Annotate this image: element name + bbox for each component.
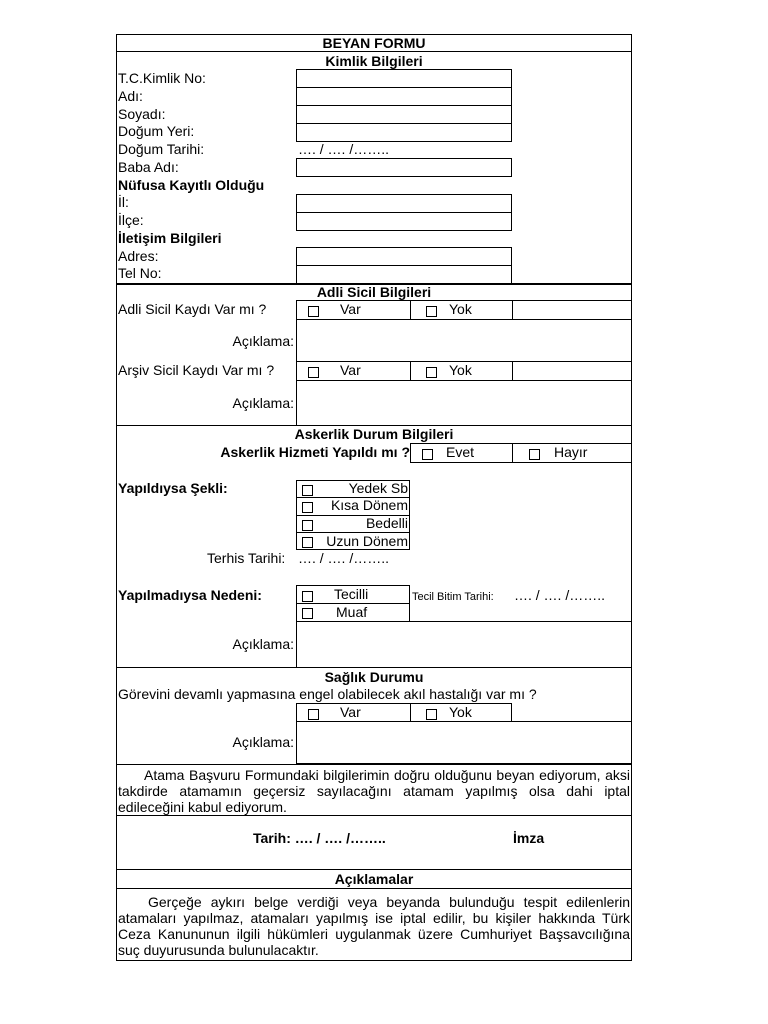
address-label: Adres: (118, 248, 159, 264)
divider (116, 667, 632, 668)
birthplace-field[interactable] (296, 123, 512, 142)
address-field[interactable] (296, 247, 512, 266)
military-note-field[interactable] (296, 621, 632, 668)
divider (410, 300, 411, 320)
option-label: Muaf (336, 604, 368, 620)
district-field[interactable] (296, 212, 512, 231)
archive-yes-label: Var (340, 362, 361, 378)
discharge-label: Terhis Tarihi: (207, 550, 286, 566)
birthdate-label: Doğum Tarihi: (118, 141, 205, 157)
surname-label: Soyadı: (118, 106, 166, 122)
province-field[interactable] (296, 194, 512, 213)
deferment-end-date[interactable]: …. / …. /…….. (514, 587, 606, 603)
divider (116, 764, 632, 765)
criminal-question: Adli Sicil Kaydı Var mı ? (118, 301, 267, 317)
phone-field[interactable] (296, 265, 512, 284)
health-no-label: Yok (449, 704, 472, 720)
birthdate-field[interactable]: …. / …. /…….. (298, 141, 390, 157)
criminal-no-checkbox[interactable] (426, 306, 437, 317)
district-label: İlçe: (118, 212, 144, 228)
explanations-heading: Açıklamalar (334, 871, 414, 887)
health-heading: Sağlık Durumu (324, 669, 424, 685)
military-yes-label: Evet (446, 444, 475, 460)
criminal-note-label: Açıklama: (232, 333, 294, 349)
name-label: Adı: (118, 88, 143, 104)
option-checkbox[interactable] (302, 591, 313, 602)
tc-label: T.C.Kimlik No: (118, 70, 206, 86)
archive-no-label: Yok (449, 362, 472, 378)
discharge-date[interactable]: …. / …. /…….. (298, 550, 390, 566)
military-question: Askerlik Hizmeti Yapıldı mı ? (220, 444, 410, 460)
province-label: İl: (118, 194, 129, 210)
criminal-yes-label: Var (340, 301, 361, 317)
registry-heading: Nüfusa Kayıtlı Olduğu (118, 177, 265, 193)
declaration-text: Atama Başvuru Formundaki bilgilerimin doğru olduğunu beyan ediyorum, aksi takdirde atamamın geçersiz sayılacağını atamam yapılmış olsa dahi iptal edileceğini kabul ediyorum. (118, 767, 630, 815)
option-label: Bedelli (365, 515, 408, 531)
military-no-label: Hayır (554, 444, 588, 460)
explanations-text: Gerçeğe aykırı belge verdiği veya beyanda bulunduğu tespit edilenlerin atamaları yapılmaz, atamaları yapılmış ise iptal edilir, bu kişiler hakkında Türk Ceza Kanununun ilgili hükümleri uygulanmak üzere Cumhuriyet Başsavcılığına suç duyurusunda bulunulacaktır. (118, 894, 630, 958)
notdone-label: Yapılmadıysa Nedeni: (118, 587, 262, 603)
health-note-label: Açıklama: (232, 734, 294, 750)
deferment-end-label: Tecil Bitim Tarihi: (412, 591, 494, 603)
form-title: BEYAN FORMU (322, 35, 426, 51)
surname-field[interactable] (296, 105, 512, 124)
option-label: Tecilli (334, 586, 369, 602)
divider (410, 361, 411, 381)
military-note-label: Açıklama: (232, 636, 294, 652)
health-yes-label: Var (340, 704, 361, 720)
military-heading: Askerlik Durum Bilgileri (294, 426, 454, 442)
father-label: Baba Adı: (118, 159, 179, 175)
criminal-no-label: Yok (449, 301, 472, 317)
criminal-note-field[interactable] (296, 319, 632, 362)
health-note-field[interactable] (296, 721, 632, 764)
identity-heading: Kimlik Bilgileri (325, 53, 423, 69)
divider (116, 869, 632, 870)
criminal-yes-checkbox[interactable] (308, 306, 319, 317)
tc-field[interactable] (296, 69, 512, 88)
option-checkbox[interactable] (302, 608, 313, 619)
archive-note-label: Açıklama: (232, 395, 294, 411)
divider (512, 443, 513, 463)
divider (116, 815, 632, 816)
option-label: Uzun Dönem (326, 533, 408, 549)
option-label: Kısa Dönem (330, 497, 408, 513)
option-label: Yedek Sb (348, 480, 408, 496)
military-yes-checkbox[interactable] (422, 449, 433, 460)
father-field[interactable] (296, 158, 512, 177)
criminal-heading: Adli Sicil Bilgileri (316, 284, 432, 300)
divider (512, 361, 513, 381)
health-yes-checkbox[interactable] (308, 709, 319, 720)
military-no-checkbox[interactable] (529, 449, 540, 460)
divider (512, 300, 513, 320)
health-no-checkbox[interactable] (426, 709, 437, 720)
date-label[interactable]: Tarih: …. / …. /…….. (253, 830, 386, 846)
divider (116, 51, 632, 52)
health-options-row (296, 703, 512, 722)
birthplace-label: Doğum Yeri: (118, 123, 195, 139)
health-question: Görevini devamlı yapmasına engel olabilecek akıl hastalığı var mı ? (118, 686, 537, 702)
done-label: Yapıldıysa Şekli: (118, 480, 228, 496)
military-options-row (410, 443, 632, 463)
archive-yes-checkbox[interactable] (308, 367, 319, 378)
archive-no-checkbox[interactable] (426, 367, 437, 378)
divider (116, 888, 632, 889)
archive-note-field[interactable] (296, 380, 632, 426)
name-field[interactable] (296, 87, 512, 106)
archive-question: Arşiv Sicil Kaydı Var mı ? (118, 362, 275, 378)
contact-heading: İletişim Bilgileri (118, 230, 222, 246)
signature-label: İmza (513, 830, 545, 846)
phone-label: Tel No: (118, 265, 162, 281)
divider (410, 703, 411, 722)
